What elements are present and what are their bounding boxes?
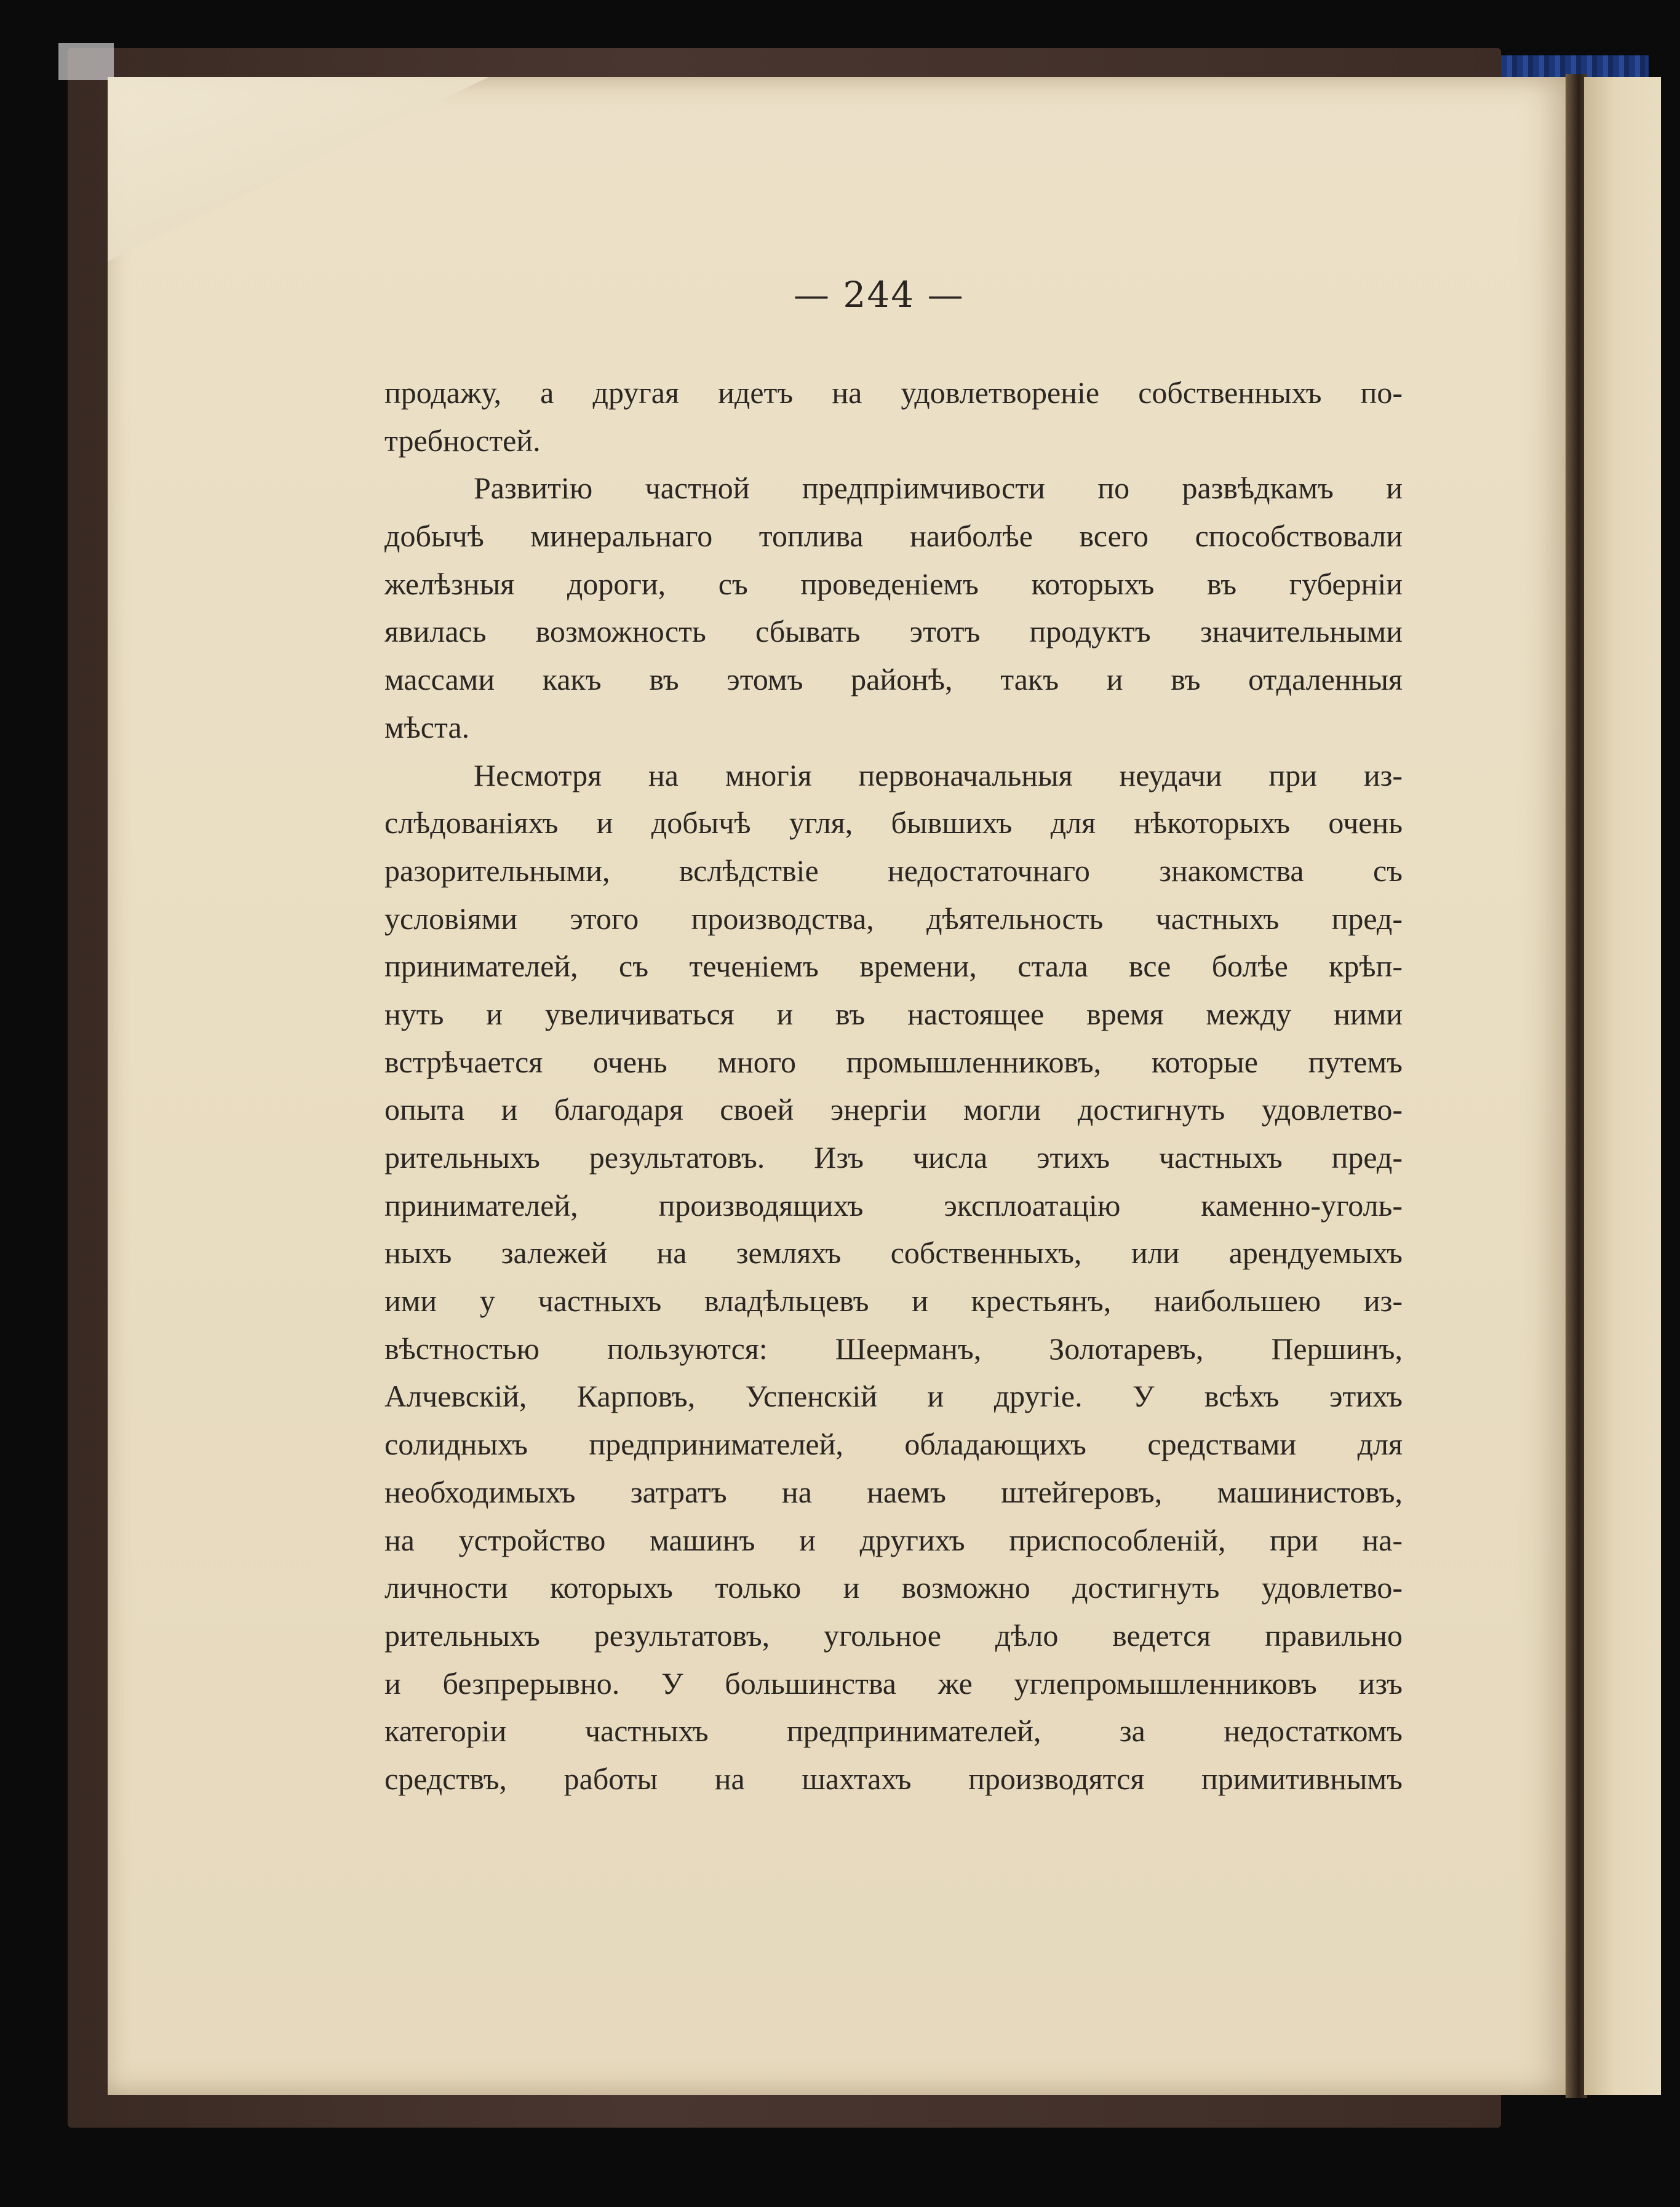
text-line: вѣстностью пользуются: Шеерманъ, Золотаревъ, Першинъ,: [384, 1331, 1403, 1366]
text-line: на устройство машинъ и другихъ приспособленій, при на-: [384, 1522, 1403, 1557]
text-line: необходимыхъ затратъ на наемъ штейгеровъ, машинистовъ,: [384, 1474, 1403, 1509]
text-line: личности которыхъ только и возможно достигнуть удовлетво-: [384, 1570, 1403, 1605]
text-line: рительныхъ результатовъ, угольное дѣло ведется правильно: [384, 1618, 1403, 1653]
text-line: Развитію частной предпріимчивости по развѣдкамъ и: [474, 471, 1403, 506]
text-line: разорительными, вслѣдствіе недостаточнаго знакомства съ: [384, 853, 1403, 888]
page-body-text: [384, 369, 1403, 1803]
text-line: требностей.: [384, 423, 541, 458]
text-line: мѣста.: [384, 709, 470, 744]
cover-corner-tab: [58, 43, 114, 80]
text-line: категоріи частныхъ предпринимателей, за недостаткомъ: [384, 1714, 1403, 1749]
text-line: принимателей, съ теченіемъ времени, стала все болѣе крѣп-: [384, 949, 1403, 984]
text-line: ныхъ залежей на земляхъ собственныхъ, или арендуемыхъ: [384, 1235, 1403, 1271]
text-line: желѣзныя дороги, съ проведеніемъ которыхъ въ губерніи: [384, 566, 1403, 601]
text-line: опыта и благодаря своей энергіи могли достигнуть удовлетво-: [384, 1092, 1403, 1127]
text-line: ими у частныхъ владѣльцевъ и крестьянъ, наибольшею из-: [384, 1283, 1403, 1319]
text-line: явилась возможность сбывать этотъ продуктъ значительными: [384, 614, 1403, 649]
text-line: встрѣчается очень много промышленниковъ, которые путемъ: [384, 1044, 1403, 1079]
next-page-edge: [1584, 77, 1661, 2095]
text-line: массами какъ въ этомъ районѣ, такъ и въ отдаленныя: [384, 662, 1403, 697]
text-line: и безпрерывно. У большинства же углепромышленниковъ изъ: [384, 1666, 1403, 1701]
text-line: добычѣ минеральнаго топлива наиболѣе всего способствовали: [384, 519, 1403, 554]
text-line: нуть и увеличиваться и въ настоящее время между ними: [384, 996, 1403, 1031]
text-line: продажу, а другая идетъ на удовлетвореніе собственныхъ по-: [384, 375, 1403, 410]
text-line: средствъ, работы на шахтахъ производятся примитивнымъ: [384, 1761, 1403, 1796]
text-line: солидныхъ предпринимателей, обладающихъ средствами для: [384, 1427, 1403, 1462]
page-number: — 244 —: [794, 274, 965, 316]
text-line: Несмотря на многія первоначальныя неудачи при из-: [474, 757, 1403, 792]
text-line: рительныхъ результатовъ. Изъ числа этихъ частныхъ пред-: [384, 1140, 1403, 1175]
text-line: слѣдованіяхъ и добычѣ угля, бывшихъ для нѣкоторыхъ очень: [384, 805, 1403, 840]
text-line: условіями этого производства, дѣятельность частныхъ пред-: [384, 901, 1403, 936]
text-line: принимателей, производящихъ эксплоатацію каменно-уголь-: [384, 1187, 1403, 1223]
text-line: Алчевскій, Карповъ, Успенскій и другіе. У всѣхъ этихъ: [384, 1379, 1403, 1414]
